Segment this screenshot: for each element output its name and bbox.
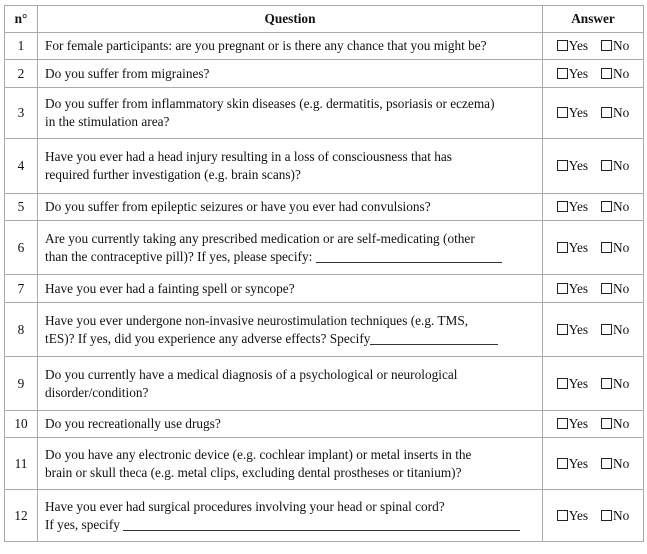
yes-checkbox[interactable]: [557, 281, 588, 297]
table-row: [5, 60, 644, 88]
yes-label: Yes: [568, 65, 589, 81]
yes-checkbox[interactable]: [557, 38, 588, 54]
answer-cell: [543, 194, 644, 221]
question-text: [38, 194, 543, 221]
question-line-2: brain or skull theca (e.g. metal clips, excluding dental prostheses or titanium)?: [45, 464, 462, 480]
question-line-2: tES)? If yes, did you experience any adverse effects? Specify: [45, 330, 371, 346]
question-line-1: Do you suffer from migraines?: [45, 65, 210, 81]
yes-label: Yes: [568, 416, 589, 431]
question-text: [38, 490, 543, 542]
no-label: No: [613, 455, 630, 471]
yes-checkbox[interactable]: [557, 105, 588, 121]
yes-label: Yes: [568, 455, 589, 471]
question-line-1: Are you currently taking any prescribed medication or are self-medicating (other: [45, 230, 475, 246]
yes-checkbox[interactable]: [557, 240, 588, 256]
table-row: [5, 438, 644, 490]
question-line-1: Have you ever had a fainting spell or syncope?: [45, 280, 295, 296]
header-question: Question: [38, 6, 543, 33]
question-text: [38, 139, 543, 194]
question-line-1: Do you suffer from inflammatory skin diseases (e.g. dermatitis, psoriasis or eczema): [45, 96, 495, 111]
yes-checkbox[interactable]: [557, 456, 588, 472]
yes-checkbox[interactable]: [557, 416, 588, 432]
no-label: No: [613, 239, 630, 255]
answer-cell: [543, 88, 644, 139]
row-number: 7: [5, 275, 38, 303]
no-checkbox[interactable]: [601, 38, 629, 54]
checkbox-icon: [601, 458, 612, 469]
checkbox-icon: [601, 378, 612, 389]
question-text: [38, 33, 543, 60]
question-line-1: Have you ever had a head injury resulting in a loss of consciousness that has: [45, 149, 452, 164]
question-text: [38, 275, 543, 303]
yes-label: Yes: [568, 507, 589, 523]
checkbox-icon: [557, 510, 568, 521]
checkbox-icon: [557, 378, 568, 389]
question-line-1: Do you have any electronic device (e.g. cochlear implant) or metal inserts in the: [45, 446, 472, 462]
no-label: No: [613, 199, 630, 214]
no-checkbox[interactable]: [601, 158, 629, 174]
row-number: 9: [5, 357, 38, 411]
checkbox-icon: [557, 107, 568, 118]
question-text: [38, 411, 543, 438]
table-row: [5, 221, 644, 275]
table-row: [5, 194, 644, 221]
row-number: 8: [5, 303, 38, 357]
no-label: No: [613, 321, 630, 337]
table-row: [5, 490, 644, 542]
row-number: 2: [5, 60, 38, 88]
row-number: 6: [5, 221, 38, 275]
no-checkbox[interactable]: [601, 322, 629, 338]
yes-label: Yes: [568, 38, 589, 53]
specify-blank-line[interactable]: [316, 250, 502, 263]
table-row: [5, 411, 644, 438]
no-checkbox[interactable]: [601, 199, 629, 215]
answer-cell: [543, 139, 644, 194]
answer-cell: [543, 303, 644, 357]
checkbox-icon: [557, 458, 568, 469]
row-number: 5: [5, 194, 38, 221]
specify-blank-line[interactable]: [123, 518, 520, 531]
header-row: [5, 6, 644, 33]
checkbox-icon: [601, 160, 612, 171]
question-line-1: Have you ever undergone non-invasive neurostimulation techniques (e.g. TMS,: [45, 312, 469, 328]
no-label: No: [613, 38, 630, 53]
yes-label: Yes: [568, 105, 589, 120]
row-number: 4: [5, 139, 38, 194]
header-answer: Answer: [543, 6, 644, 33]
checkbox-icon: [601, 418, 612, 429]
table-row: [5, 275, 644, 303]
row-number: 10: [5, 411, 38, 438]
answer-cell: [543, 221, 644, 275]
yes-checkbox[interactable]: [557, 66, 588, 82]
answer-cell: [543, 490, 644, 542]
question-text: [38, 221, 543, 275]
specify-blank-line[interactable]: [370, 332, 498, 345]
answer-cell: [543, 33, 644, 60]
checkbox-icon: [601, 324, 612, 335]
checkbox-icon: [557, 40, 568, 51]
no-label: No: [613, 416, 630, 431]
no-checkbox[interactable]: [601, 376, 629, 392]
yes-checkbox[interactable]: [557, 508, 588, 524]
checkbox-icon: [557, 68, 568, 79]
question-text: [38, 88, 543, 139]
checkbox-icon: [601, 40, 612, 51]
question-line-2: than the contraceptive pill)? If yes, please specify:: [45, 248, 313, 264]
no-checkbox[interactable]: [601, 281, 629, 297]
no-checkbox[interactable]: [601, 456, 629, 472]
row-number: 3: [5, 88, 38, 139]
checkbox-icon: [557, 418, 568, 429]
question-text: [38, 357, 543, 411]
question-line-2: in the stimulation area?: [45, 114, 170, 129]
question-line-1: Do you recreationally use drugs?: [45, 416, 221, 431]
answer-cell: [543, 357, 644, 411]
row-number: 12: [5, 490, 38, 542]
checkbox-icon: [601, 510, 612, 521]
checkbox-icon: [601, 201, 612, 212]
yes-label: Yes: [568, 199, 589, 214]
no-checkbox[interactable]: [601, 105, 629, 121]
answer-cell: [543, 438, 644, 490]
table-row: [5, 88, 644, 139]
table-row: [5, 139, 644, 194]
no-label: No: [613, 375, 630, 391]
answer-cell: [543, 60, 644, 88]
checkbox-icon: [601, 283, 612, 294]
header-num: n°: [5, 6, 38, 33]
yes-label: Yes: [568, 375, 589, 391]
question-text: [38, 60, 543, 88]
question-text: [38, 303, 543, 357]
question-line-1: Do you suffer from epileptic seizures or have you ever had convulsions?: [45, 199, 431, 214]
checkbox-icon: [601, 107, 612, 118]
question-line-2: required further investigation (e.g. brain scans)?: [45, 167, 301, 182]
yes-label: Yes: [568, 321, 589, 337]
no-label: No: [613, 158, 630, 173]
yes-label: Yes: [568, 158, 589, 173]
checkbox-icon: [557, 201, 568, 212]
table-row: [5, 303, 644, 357]
no-checkbox[interactable]: [601, 416, 629, 432]
question-line-2: disorder/condition?: [45, 384, 149, 400]
question-line-1: Have you ever had surgical procedures involving your head or spinal cord?: [45, 498, 445, 514]
checkbox-icon: [601, 68, 612, 79]
checkbox-icon: [601, 242, 612, 253]
yes-checkbox[interactable]: [557, 376, 588, 392]
no-label: No: [613, 507, 630, 523]
table-row: [5, 357, 644, 411]
row-number: 1: [5, 33, 38, 60]
question-line-1: Do you currently have a medical diagnosis of a psychological or neurological: [45, 366, 458, 382]
question-line-1: For female participants: are you pregnant or is there any chance that you might be?: [45, 38, 487, 53]
checkbox-icon: [557, 324, 568, 335]
checkbox-icon: [557, 242, 568, 253]
yes-checkbox[interactable]: [557, 199, 588, 215]
row-number: 11: [5, 438, 38, 490]
no-checkbox[interactable]: [601, 66, 629, 82]
no-label: No: [613, 280, 630, 296]
yes-label: Yes: [568, 280, 589, 296]
no-label: No: [613, 105, 630, 120]
question-line-2: If yes, specify: [45, 516, 120, 532]
no-label: No: [613, 65, 630, 81]
yes-label: Yes: [568, 239, 589, 255]
answer-cell: [543, 275, 644, 303]
answer-cell: [543, 411, 644, 438]
yes-checkbox[interactable]: [557, 158, 588, 174]
screening-questionnaire-table: [4, 5, 644, 542]
checkbox-icon: [557, 283, 568, 294]
question-text: [38, 438, 543, 490]
table-row: [5, 33, 644, 60]
checkbox-icon: [557, 160, 568, 171]
no-checkbox[interactable]: [601, 508, 629, 524]
no-checkbox[interactable]: [601, 240, 629, 256]
yes-checkbox[interactable]: [557, 322, 588, 338]
